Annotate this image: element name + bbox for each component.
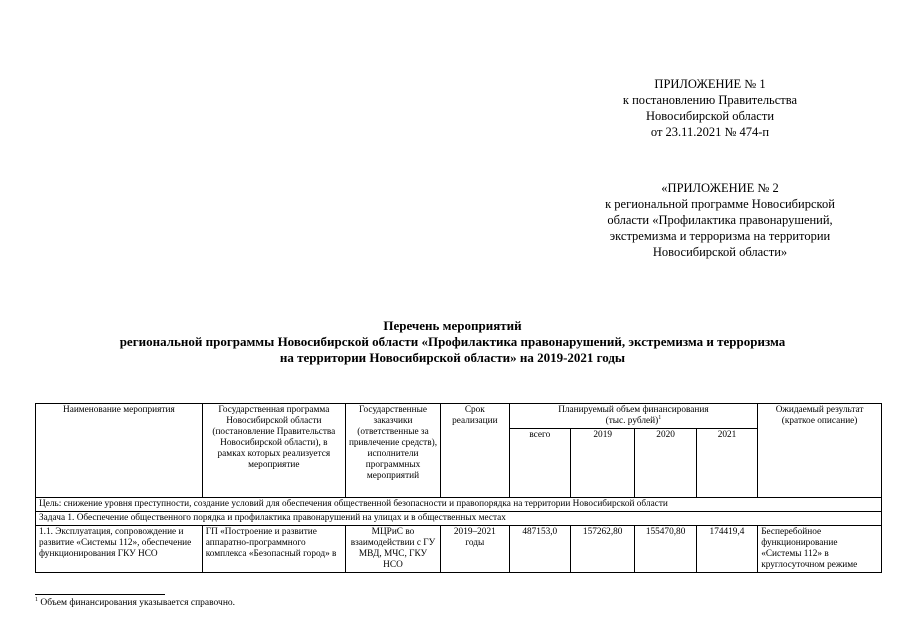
appendix-2-title: «ПРИЛОЖЕНИЕ № 2: [661, 181, 779, 195]
title-line: региональной программы Новосибирской области «Профилактика правонарушений, экстремизма и терроризма: [119, 334, 786, 349]
footnote-text: Объем финансирования указывается справочно.: [40, 598, 236, 608]
appendix-1-line: Новосибирской области: [645, 109, 775, 123]
task-row: [36, 512, 882, 526]
goal-text: Цель: снижение уровня преступности, создание условий для обеспечения общественной безопасности и правопорядка на территории Новосибирской области: [36, 498, 882, 512]
row-result: Бесперебойное функционирование «Системы 112» в круглосуточном режиме: [758, 526, 882, 573]
appendix-1-line: к постановлению Правительства: [622, 93, 798, 107]
row-2021: 174419,4: [696, 526, 757, 573]
goal-row: [36, 498, 882, 512]
header-customers: Государственные заказчики (ответственные за привлечение средств), исполнители программных мероприятий: [345, 404, 440, 498]
funding-units: (тыс. рублей)$^1$: [605, 414, 662, 426]
activities-table: [35, 403, 882, 573]
title-line: Перечень мероприятий: [383, 318, 522, 333]
header-term: Срок реализации: [441, 404, 510, 498]
row-name: 1.1. Эксплуатация, сопровождение и развитие «Системы 112», обеспечение функционирования ГКУ НСО: [36, 526, 203, 573]
title-line: на территории Новосибирской области» на 2019-2021 годы: [279, 350, 626, 365]
header-funding: [509, 404, 758, 429]
row-total: 487153,0: [509, 526, 570, 573]
header-2019: 2019: [570, 429, 634, 498]
row-2019: 157262,80: [570, 526, 634, 573]
row-program: ГП «Построение и развитие аппаратно-программного комплекса «Безопасный город» в: [202, 526, 345, 573]
footnote-ref: 1: [658, 414, 662, 421]
appendix-2-line: экстремизма и терроризма на территории: [609, 229, 831, 243]
row-2020: 155470,80: [635, 526, 696, 573]
row-term: 2019–2021 годы: [441, 526, 510, 573]
header-program: Государственная программа Новосибирской области (постановление Правительства Новосибирской области), в рамках которых реализуется мероприятие: [202, 404, 345, 498]
header-2020: 2020: [635, 429, 696, 498]
footnote: [35, 598, 235, 608]
row-customers: МЦРиС во взаимодействии с ГУ МВД, МЧС, ГКУ НСО: [345, 526, 440, 573]
table-row: [36, 526, 882, 573]
funding-title: Планируемый объем финансирования: [558, 405, 709, 415]
header-result: Ожидаемый результат (краткое описание): [758, 404, 882, 498]
header-name: Наименование мероприятия: [36, 404, 203, 498]
appendix-1-block: [600, 76, 820, 140]
appendix-2-line: Новосибирской области»: [652, 245, 788, 259]
appendix-2-line: к региональной программе Новосибирской: [605, 197, 835, 211]
appendix-1-date: от 23.11.2021 № 474-п: [650, 125, 770, 139]
appendix-2-line: области «Профилактика правонарушений,: [607, 213, 833, 227]
footnote-divider: [35, 594, 165, 595]
table-header-row: [36, 404, 882, 429]
header-total: всего: [509, 429, 570, 498]
appendix-2-block: [590, 180, 850, 260]
task-text: Задача 1. Обеспечение общественного порядка и профилактика правонарушений на улицах и в общественных местах: [36, 512, 882, 526]
document-title: [40, 318, 865, 366]
footnote-marker: 1: [35, 596, 38, 603]
header-2021: 2021: [696, 429, 757, 498]
appendix-1-title: ПРИЛОЖЕНИЕ № 1: [654, 77, 766, 91]
